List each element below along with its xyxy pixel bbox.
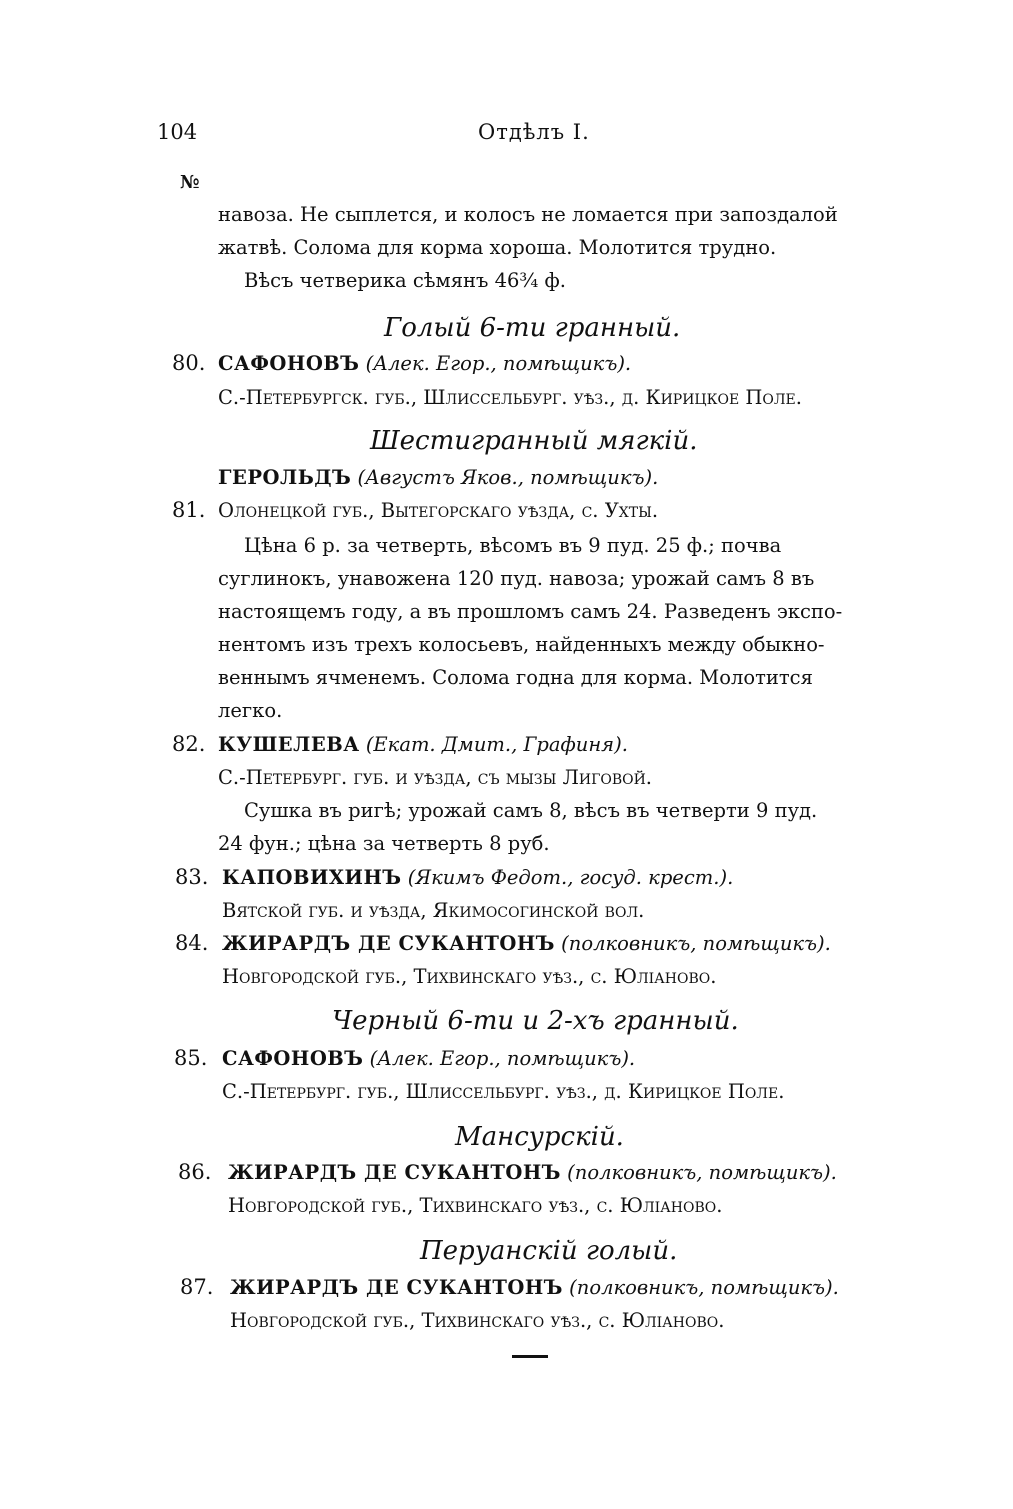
- entry-place: Новгородской губ., Тихвинскаго уѣз., с. Юлiаново.: [222, 965, 717, 988]
- entry-number: 80.: [172, 351, 206, 375]
- entry-description-line: нентомъ изъ трехъ колосьевъ, найденныхъ между обыкно-: [218, 633, 825, 656]
- intro-line-2: жатвѣ. Солома для корма хороша. Молотится трудно.: [218, 236, 777, 259]
- section-heading: Голый 6-ти гранный.: [384, 313, 681, 343]
- entry-description-line: Цѣна 6 р. за четверть, вѣсомъ въ 9 пуд. 25 ф.; почва: [244, 534, 782, 557]
- exhibitor-name: ЖИРАРДЪ ДЕ СУКАНТОНЪ: [230, 1276, 563, 1299]
- exhibitor-name: САФОНОВЪ: [218, 352, 360, 375]
- section-heading: Перуанскій голый.: [420, 1236, 678, 1266]
- entry-description-line: настоящемъ году, а въ прошломъ самъ 24. Разведенъ экспо-: [218, 600, 843, 623]
- entry-number: 85.: [174, 1046, 208, 1070]
- end-rule: [512, 1355, 548, 1358]
- exhibitor-role: (полковникъ, помѣщикъ).: [567, 1161, 837, 1184]
- entry-number: 87.: [180, 1275, 214, 1299]
- section-heading: Мансурскій.: [455, 1122, 624, 1152]
- entry-description-line: веннымъ ячменемъ. Солома годна для корма. Молотится: [218, 666, 813, 689]
- exhibitor-name: ЖИРАРДЪ ДЕ СУКАНТОНЪ: [228, 1161, 561, 1184]
- entry-place: Олонецкой губ., Вытегорскаго уѣзда, с. Ухты.: [218, 499, 659, 522]
- exhibitor-role: (Августъ Яков., помѣщикъ).: [357, 466, 659, 489]
- entry-place: С.-Петербургск. губ., Шлиссельбург. уѣз., д. Кирицкое Поле.: [218, 386, 802, 409]
- section-owner: [218, 468, 658, 488]
- exhibitor-name: САФОНОВЪ: [222, 1047, 364, 1070]
- exhibitor-name: КУШЕЛЕВА: [218, 733, 360, 756]
- exhibitor-name: КАПОВИХИНЪ: [222, 866, 402, 889]
- entry-description-line: 24 фун.; цѣна за четверть 8 руб.: [218, 832, 550, 855]
- entry-header: [228, 1163, 837, 1183]
- entry-header: [222, 868, 733, 888]
- entry-number: 81.: [172, 498, 206, 522]
- entry-place: Вятской губ. и уѣзда, Якимосогинской вол.: [222, 899, 645, 922]
- number-sign: №: [180, 172, 200, 193]
- exhibitor-name: ЖИРАРДЪ ДЕ СУКАНТОНЪ: [222, 932, 555, 955]
- entry-header: [230, 1278, 839, 1298]
- exhibitor-role: (Якимъ Федот., госуд. крест.).: [407, 866, 734, 889]
- entry-number: 82.: [172, 732, 206, 756]
- entry-header: [222, 1049, 635, 1069]
- exhibitor-role: (Алек. Егор., помѣщикъ).: [369, 1047, 636, 1070]
- section-heading: Шестигранный мягкій.: [370, 426, 698, 456]
- entry-description-line: суглинокъ, унавожена 120 пуд. навоза; урожай самъ 8 въ: [218, 567, 815, 590]
- entry-header: [218, 735, 628, 755]
- intro-line-3: Вѣсъ четверика сѣмянъ 46¾ ф.: [244, 269, 566, 292]
- entry-place: Новгородской губ., Тихвинскаго уѣз., с. Юлiаново.: [230, 1309, 725, 1332]
- entry-number: 84.: [175, 931, 209, 955]
- entry-place: С.-Петербург. губ. и уѣзда, съ мызы Лиговой.: [218, 766, 653, 789]
- entry-header: [222, 934, 831, 954]
- entry-description-line: Сушка въ ригѣ; урожай самъ 8, вѣсъ въ четверти 9 пуд.: [244, 799, 818, 822]
- exhibitor-role: (полковникъ, помѣщикъ).: [569, 1276, 839, 1299]
- exhibitor-name: ГЕРОЛЬДЪ: [218, 466, 352, 489]
- exhibitor-role: (полковникъ, помѣщикъ).: [561, 932, 831, 955]
- exhibitor-role: (Екат. Дмит., Графиня).: [365, 733, 628, 756]
- entry-number: 83.: [175, 865, 209, 889]
- running-title: Отдѣлъ I.: [478, 120, 590, 144]
- entry-place: С.-Петербург. губ., Шлиссельбург. уѣз., д. Кирицкое Поле.: [222, 1080, 785, 1103]
- entry-number: 86.: [178, 1160, 212, 1184]
- exhibitor-role: (Алек. Егор., помѣщикъ).: [365, 352, 632, 375]
- entry-header: [218, 354, 631, 374]
- entry-description-line: легко.: [218, 699, 283, 722]
- entry-place: Новгородской губ., Тихвинскаго уѣз., с. Юлiаново.: [228, 1194, 723, 1217]
- page-number: 104: [157, 120, 198, 144]
- intro-line-1: навоза. Не сыплется, и колосъ не ломается при запоздалой: [218, 203, 838, 226]
- section-heading: Черный 6-ти и 2-хъ гранный.: [332, 1006, 739, 1036]
